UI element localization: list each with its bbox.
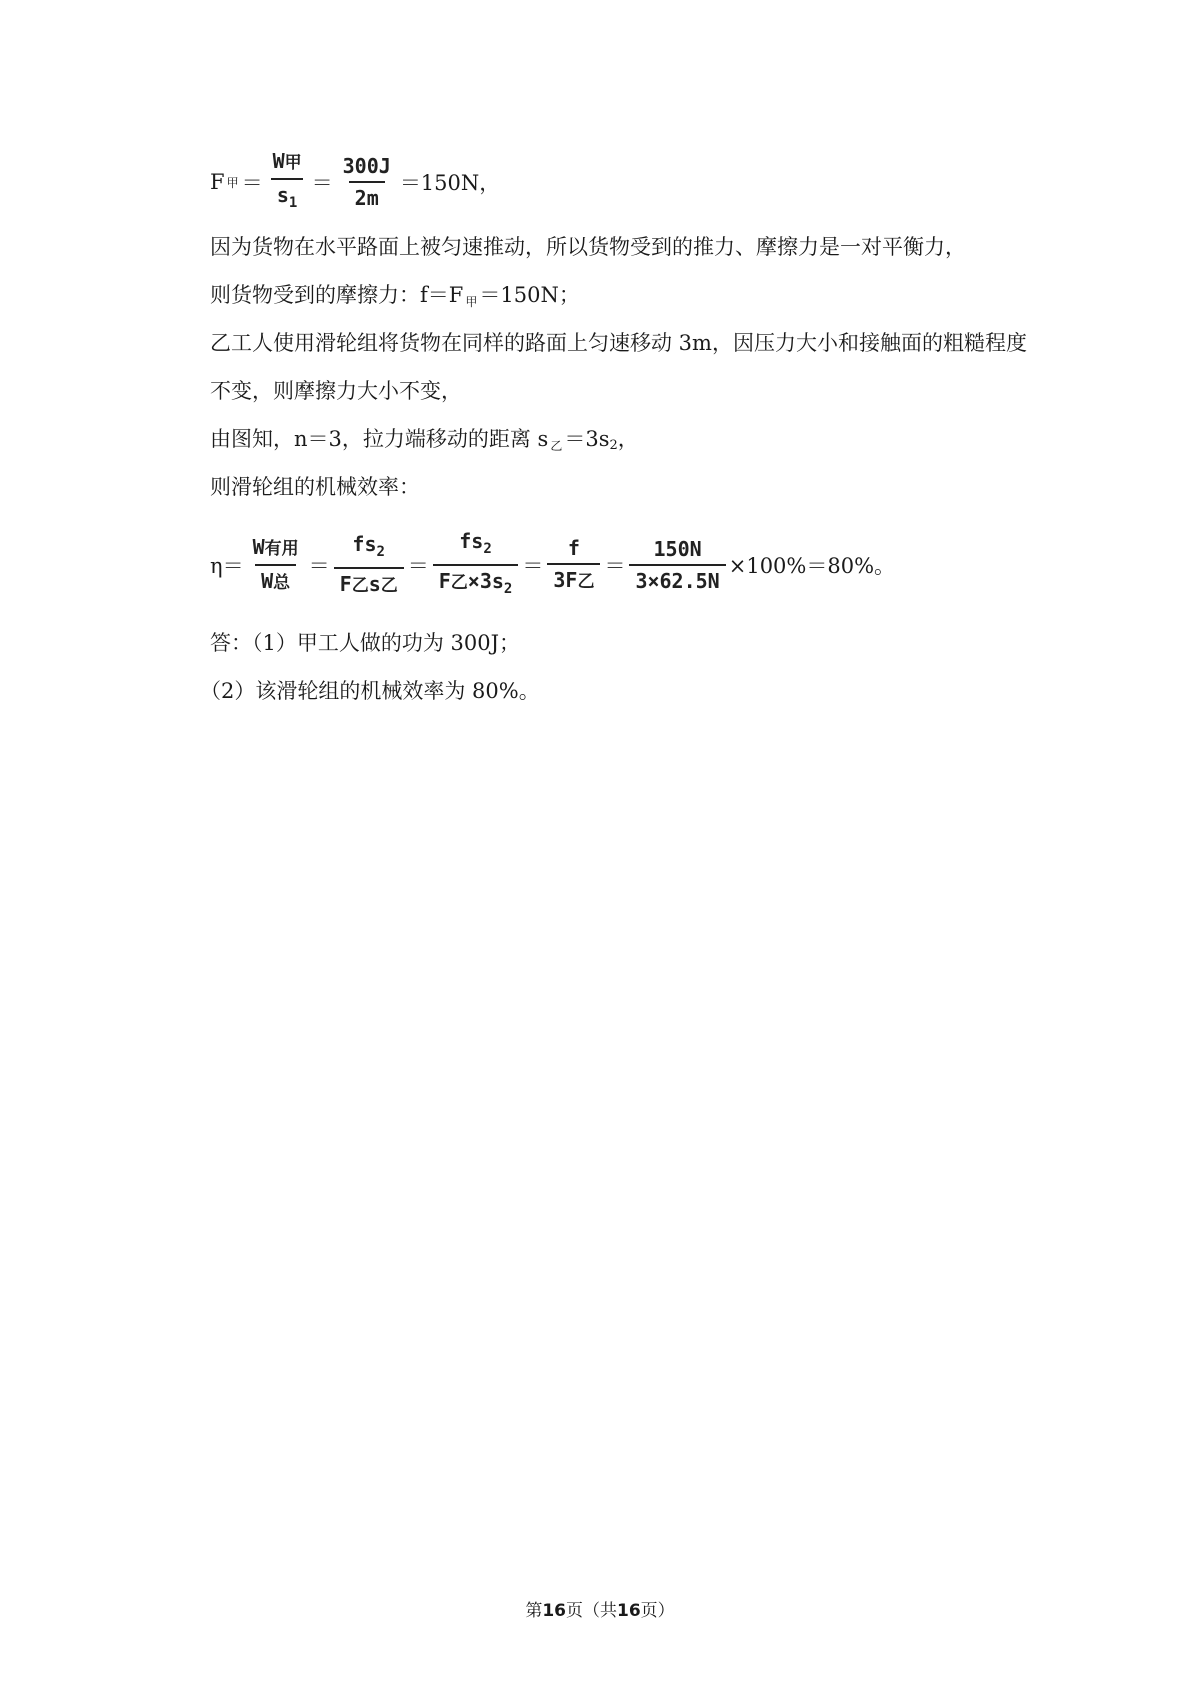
f4-den-a: 3F	[553, 568, 578, 592]
formula1-lhs-sub: 甲	[226, 175, 239, 190]
line2-sub: 甲	[465, 295, 478, 309]
formula1-eq-2: ＝	[311, 171, 333, 195]
formula2-fraction-3	[433, 528, 519, 602]
text-line-1: 因为货物在水平路面上被匀速推动，所以货物受到的推力、摩擦力是一对平衡力，	[210, 235, 966, 259]
line5-sub: 乙	[550, 439, 563, 453]
f4-den-sub: 乙	[577, 572, 595, 592]
frac1-num: W	[272, 149, 285, 173]
f1-den-sub: 总	[273, 573, 291, 593]
formula1-fraction-2	[337, 153, 397, 211]
f3-den-b: ×3s	[467, 569, 504, 593]
formula-efficiency	[210, 528, 895, 602]
line2-part-a: 则货物受到的摩擦力：f＝F	[210, 283, 464, 307]
formula1-eq-1: ＝	[241, 171, 263, 195]
answer-line-1: 答：（1）甲工人做的功为 300J；	[210, 631, 521, 655]
f2-den-b: s	[368, 572, 381, 596]
formula2-fraction-2	[334, 531, 404, 599]
formula2-eq-4: ＝	[604, 554, 626, 578]
line5-part-b: ＝3s	[564, 427, 610, 451]
line2-part-b: ＝150N；	[479, 283, 580, 307]
formula2-lhs: η＝	[210, 554, 244, 578]
f3-num: fs	[459, 529, 484, 553]
footer-mid: 页（共	[566, 1601, 617, 1621]
f2-den-a: F	[339, 572, 352, 596]
footer-suffix: 页）	[640, 1601, 675, 1621]
f3-den-sub-a: 乙	[450, 573, 468, 593]
f3-den-sub-b: 2	[503, 581, 513, 597]
formula1-result: ＝150N，	[399, 171, 501, 195]
formula1-fraction-1	[267, 148, 308, 216]
text-line-5	[210, 424, 639, 461]
text-line-6: 则滑轮组的机械效率：	[210, 475, 420, 499]
f1-den: W	[261, 569, 274, 593]
text-line-2	[210, 280, 580, 317]
frac1-den: s	[276, 183, 289, 207]
footer-total-pages: 16	[617, 1601, 641, 1621]
line5-part-a: 由图知，n＝3，拉力端移动的距离 s	[210, 427, 549, 451]
f2-den-sub-a: 乙	[351, 576, 369, 596]
f3-den-a: F	[438, 569, 451, 593]
f2-num: fs	[352, 532, 377, 556]
formula2-fraction-4	[547, 535, 600, 595]
formula2-fraction-5	[629, 536, 725, 594]
f3-num-sub: 2	[483, 541, 492, 557]
line5-part-c: ，	[617, 427, 639, 451]
formula2-eq-1: ＝	[308, 554, 330, 578]
frac2-num: 300J	[342, 154, 391, 178]
f5-num: 150N	[653, 537, 702, 561]
text-line-4: 不变，则摩擦力大小不变，	[210, 379, 462, 403]
formula2-eq-2: ＝	[407, 554, 429, 578]
formula-work-force	[210, 148, 500, 216]
frac1-num-sub: 甲	[284, 153, 302, 173]
footer-page-number: 16	[542, 1601, 566, 1621]
footer-prefix: 第	[525, 1601, 543, 1621]
answer-line-2: （2）该滑轮组的机械效率为 80%。	[200, 679, 540, 703]
frac2-den: 2m	[349, 181, 385, 211]
line5-sub2: 2	[609, 438, 618, 453]
text-line-3: 乙工人使用滑轮组将货物在同样的路面上匀速移动 3m，因压力大小和接触面的粗糙程度	[210, 331, 1027, 355]
f2-num-sub: 2	[376, 544, 385, 560]
formula2-fraction-1	[247, 534, 305, 596]
formula2-eq-3: ＝	[522, 554, 544, 578]
f1-num: W	[252, 535, 265, 559]
f1-num-sub: 有用	[264, 539, 299, 559]
frac1-den-sub: 1	[288, 195, 298, 211]
formula1-lhs: F	[210, 170, 225, 194]
f5-den: 3×62.5N	[629, 564, 725, 594]
f4-num: f	[567, 536, 580, 560]
page-footer	[0, 1599, 1200, 1623]
formula2-tail: ×100%＝80%。	[728, 554, 896, 578]
f2-den-sub-b: 乙	[380, 576, 398, 596]
